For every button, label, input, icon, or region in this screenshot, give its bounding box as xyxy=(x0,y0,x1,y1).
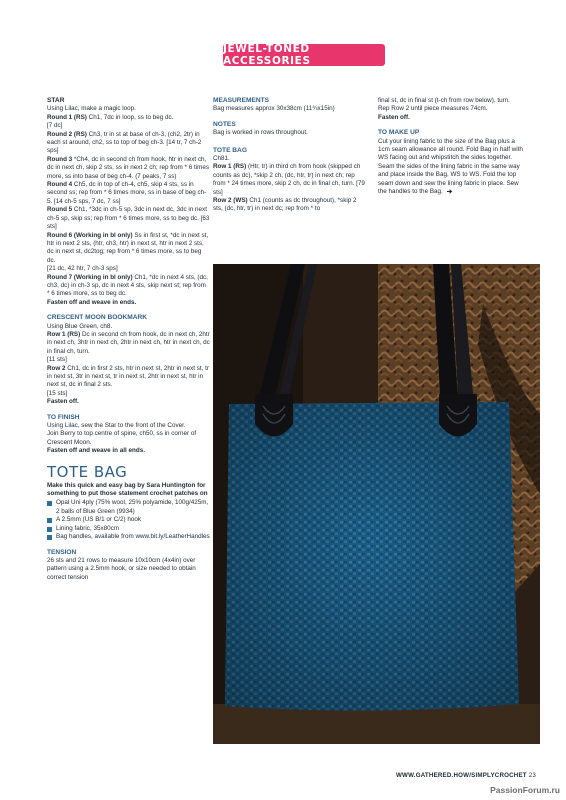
material-item xyxy=(47,533,210,541)
instruction-text: Using Lilac, sew the Star to the front of the Cover. xyxy=(47,422,186,430)
column-left xyxy=(47,97,210,582)
instruction-text: Using Blue Green, ch8. xyxy=(47,322,113,330)
instruction-lead: Round 7 (Working in bl only) xyxy=(47,273,133,281)
instruction-lead: Row 2 (WS) xyxy=(213,197,248,205)
page-number: 23 xyxy=(528,772,536,779)
instruction-text: Join Berry to top centre of spine, ch50, ss in corner of Crescent Moon. xyxy=(47,430,197,446)
tote-bag-continued xyxy=(378,97,528,122)
instruction-lead: Round 3 xyxy=(47,155,73,163)
bullet-square-icon xyxy=(47,527,52,532)
instruction-text: Ch5, dc in top of ch-4, ch5, skip 4 sts, ss in second ss; rep from * 6 times more, ss in base of beg ch-5. [14 ch-5 sps, 7 dc, 7 ss] xyxy=(47,181,207,205)
notes-text: Bag is worked in rows throughout. xyxy=(213,129,308,137)
material-text: Opal Uni 4ply (75% wool, 25% polyamide, 100g/425m, 2 balls of Blue Green (9934) xyxy=(56,499,209,515)
tension-text: 26 sts and 21 rows to measure 10x10cm (4x4in) over pattern using a 2.5mm hook, or size needed to obtain correct tension xyxy=(47,556,196,581)
tension-heading: TENSION xyxy=(47,548,77,556)
instruction-line xyxy=(378,105,528,113)
instruction-line xyxy=(213,163,368,197)
measurements-text: Bag measures approx 30x38cm (11¾x15in) xyxy=(213,105,335,113)
column-middle xyxy=(213,97,368,214)
instruction-text: Ch1, dc in first 2 sts, htr in next st, 2htr in next st, tr in next st, 3tr in next st, tr in next st, 2htr in next st, htr in next st, dc in final 2 sts. xyxy=(47,364,210,389)
finish-heading: TO FINISH xyxy=(47,413,80,421)
instruction-text: [7 dc] xyxy=(47,122,63,130)
make-up-heading: TO MAKE UP xyxy=(378,129,420,137)
section-banner: JEWEL-TONED ACCESSORIES xyxy=(223,44,385,66)
material-text: Bag handles, available from www.bit.ly/LeatherHandles xyxy=(56,533,210,541)
instruction-lead: Fasten off. xyxy=(47,398,79,406)
notes-heading: NOTES xyxy=(213,120,236,128)
bookmark-heading: CRESCENT MOON BOOKMARK xyxy=(47,314,148,322)
instruction-lead: Round 5 xyxy=(47,206,73,214)
instruction-text: Ch1, *dc in next 4 sts, (dc, ch3, dc) in ch-3 sp, dc in next 4 sts, skip next st; rep from * 6 times more, ss to beg dc. xyxy=(47,273,208,298)
material-item xyxy=(47,516,210,524)
material-item xyxy=(47,499,210,516)
tote-bag-heading: TOTE BAG xyxy=(213,146,247,154)
instruction-line xyxy=(47,365,210,390)
instruction-line xyxy=(47,323,210,331)
measurements-heading: MEASUREMENTS xyxy=(213,97,270,104)
instruction-line xyxy=(47,398,210,406)
star-instructions xyxy=(47,105,210,307)
bookmark-instructions xyxy=(47,323,210,407)
instruction-line xyxy=(213,155,368,163)
instruction-text: (Htr, tr) in third ch from hook (skipped ch counts as dc), *skip 2 ch, (dc, htr, tr) in next ch; rep from * 24 times more, skip 2 ch, dc in final ch, turn. [79 sts] xyxy=(213,163,365,196)
bullet-square-icon xyxy=(47,501,52,506)
bullet-square-icon xyxy=(47,518,52,523)
instruction-text: *Ch4, dc in second ch from hook, htr in next ch, dc in next ch, skip 2 sts, ss in next 2 ch; rep from * 6 times more, ss into base of beg ch-4. (7 peaks, 7 ss) xyxy=(47,155,210,180)
instruction-lead: Row 2 xyxy=(47,364,66,372)
instruction-line xyxy=(47,422,210,430)
instruction-text: Dc in second ch from hook, dc in next ch, 2htr in next ch, 3htr in next ch, 2htr in next ch, htr in next ch, dc in final ch, turn. xyxy=(47,330,210,355)
instruction-line xyxy=(47,265,210,273)
column-right xyxy=(378,97,528,196)
star-heading: STAR xyxy=(47,97,65,104)
instruction-line xyxy=(47,356,210,364)
instruction-text: Ch81. xyxy=(213,155,230,163)
finish-instructions xyxy=(47,422,210,456)
instruction-text: Using Lilac, make a magic loop. xyxy=(47,105,136,113)
instruction-text: [15 sts] xyxy=(47,389,68,397)
instruction-text: [21 dc, 42 htr, 7 ch-3 sps] xyxy=(47,265,118,273)
instruction-lead: Fasten off and weave in ends. xyxy=(47,298,137,306)
footer-url: WWW.GATHERED.HOW/SIMPLYCROCHET xyxy=(396,772,527,779)
instruction-lead: Fasten off. xyxy=(378,113,410,121)
instruction-line xyxy=(47,232,210,266)
make-up-text xyxy=(378,138,528,197)
instruction-line xyxy=(47,447,210,455)
tote-intro: Make this quick and easy bag by Sara Huntington for something to put those statement crochet patches on xyxy=(47,481,208,498)
instruction-text: Ch1, *3dc in ch-5 sp, 3dc in next dc, 3dc in next ch-5 sp, skip ss; rep from * 6 times more, ss to beg dc. [63 sts] xyxy=(47,206,210,231)
instruction-text: final st, dc in final st (t-ch from row below), turn. xyxy=(378,97,510,104)
instruction-lead: Round 6 (Working in bl only) xyxy=(47,231,133,239)
page-footer xyxy=(396,772,536,779)
instruction-line xyxy=(47,299,210,307)
instruction-line xyxy=(47,105,210,113)
instruction-lead: Round 1 (RS) xyxy=(47,113,87,121)
material-item xyxy=(47,525,210,533)
instruction-line xyxy=(213,197,368,214)
end-mark-icon xyxy=(447,189,453,194)
instruction-line xyxy=(47,181,210,206)
instruction-lead: Fasten off and weave in all ends. xyxy=(47,447,145,455)
instruction-text: Ch3, tr in st at base of ch-3, (ch2, 2tr) in each st around, ch2, ss to top of beg ch-3. [14 tr, 7 ch-2 sps] xyxy=(47,130,202,155)
instruction-text: [11 sts] xyxy=(47,356,67,364)
instruction-text: Ss in first st, *dc in next st, htr in next 2 sts, (htr, ch3, htr) in next st, htr in next 2 sts, dc in next st, dc2tog; rep from * 6 times more, ss to beg dc. xyxy=(47,231,209,264)
instruction-line xyxy=(47,331,210,356)
instruction-line xyxy=(47,430,210,447)
instruction-lead: Row 1 (RS) xyxy=(213,163,247,171)
instruction-line xyxy=(47,274,210,299)
material-text: A 2.5mm (US B/1 or C/2) hook xyxy=(56,516,142,524)
tote-bag-photo xyxy=(213,264,540,744)
material-text: Lining fabric, 35x80cm xyxy=(56,524,120,532)
instruction-line xyxy=(47,114,210,122)
instruction-line xyxy=(378,114,528,122)
materials-list xyxy=(47,499,210,541)
tote-bag-illustration xyxy=(213,264,540,744)
tote-section-title: TOTE BAG xyxy=(47,462,128,481)
instruction-lead: Row 1 (RS) xyxy=(47,330,81,338)
make-up-body: Cut your lining fabric to the size of the Bag plus a 1cm seam allowance all round. Fold Bag in half with WS facing out and whipstitch the sides together. Seam the sides of the lining fabric in the same way and place inside the Bag, WS to WS. Fold the top seam down and sew the lining fabric in place. Sew the handles to the Bag. xyxy=(378,137,523,196)
instruction-lead: Round 4 xyxy=(47,181,73,189)
instruction-line xyxy=(47,390,210,398)
instruction-line xyxy=(47,156,210,181)
tote-bag-instructions xyxy=(213,155,368,214)
instruction-text: Ch1 (counts as dc throughout), *skip 2 sts, (dc, htr, tr) in next dc; rep from * to xyxy=(213,197,357,213)
instruction-line xyxy=(47,122,210,130)
instruction-line xyxy=(47,206,210,231)
instruction-line xyxy=(47,131,210,156)
instruction-line xyxy=(378,97,528,105)
instruction-text: Rep Row 2 until piece measures 74cm. xyxy=(378,105,488,113)
bullet-square-icon xyxy=(47,535,52,540)
instruction-lead: Round 2 (RS) xyxy=(47,130,87,138)
instruction-text: Ch1, 7dc in loop, ss to beg dc. xyxy=(86,113,174,121)
watermark: PassionForum.ru xyxy=(490,785,560,795)
